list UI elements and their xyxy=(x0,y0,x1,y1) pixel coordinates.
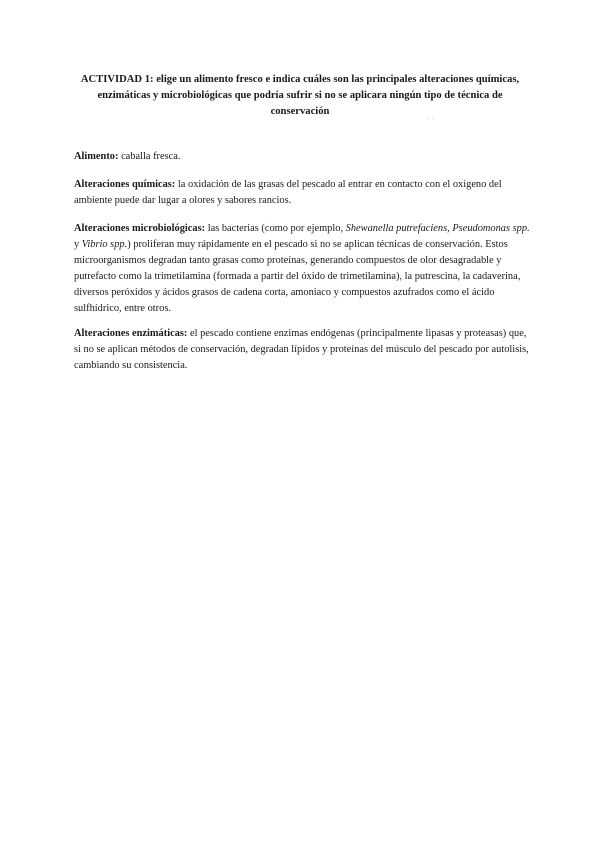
chemical-section xyxy=(74,177,534,209)
species-vibrio: Vibrio spp. xyxy=(81,239,128,250)
enzymatic-section xyxy=(74,326,534,374)
document-title: ACTIVIDAD 1: elige un alimento fresco e indica cuáles son las principales alteraciones químicas, enzimáticas y microbiológicas que podría sufrir si no se aplicara ningún tipo de técnica de conservación xyxy=(80,74,520,117)
species-shewanella-pseudomonas: Shewanella putrefaciens, Pseudomonas spp. xyxy=(345,223,530,234)
food-paragraph xyxy=(74,149,534,165)
stray-mark: · · xyxy=(427,116,436,122)
chemical-text: la oxidación de las grasas del pescado al entrar en contacto con el oxígeno del ambiente puede dar lugar a olores y sabores rancios. xyxy=(74,179,502,206)
microbiological-text-2: y xyxy=(74,239,82,250)
microbiological-paragraph xyxy=(74,221,534,317)
enzymatic-label: Alteraciones enzimáticas: xyxy=(74,328,188,339)
food-section xyxy=(74,149,534,165)
food-label: Alimento: xyxy=(74,151,119,162)
chemical-paragraph xyxy=(74,177,534,209)
microbiological-section xyxy=(74,221,534,317)
microbiological-label: Alteraciones microbiológicas: xyxy=(74,223,206,234)
enzymatic-paragraph xyxy=(74,326,534,374)
microbiological-text-3: ) proliferan muy rápidamente en el pescado si no se aplican técnicas de conservación. Estos microorganismos degradan tanto grasas como proteínas, generando compuestos de olor desagradable y putrefacto como la trimetilamina (formada a partir del óxido de trimetilamina), la putrescina, la cadaverina, diversos peróxidos y ácidos grasos de cadena corta, amoniaco y compuestos azufrados como el ácido sulfhídrico, entre otros. xyxy=(74,239,521,314)
food-text: caballa fresca. xyxy=(121,151,181,162)
chemical-label: Alteraciones químicas: xyxy=(74,179,176,190)
enzymatic-text: el pescado contiene enzimas endógenas (principalmente lipasas y proteasas) que, si no se aplican métodos de conservación, degradan lípidos y proteínas del músculo del pescado por autolisis, cambiando su consistencia. xyxy=(74,328,529,371)
microbiological-text-1: las bacterias (como por ejemplo, xyxy=(207,223,346,234)
